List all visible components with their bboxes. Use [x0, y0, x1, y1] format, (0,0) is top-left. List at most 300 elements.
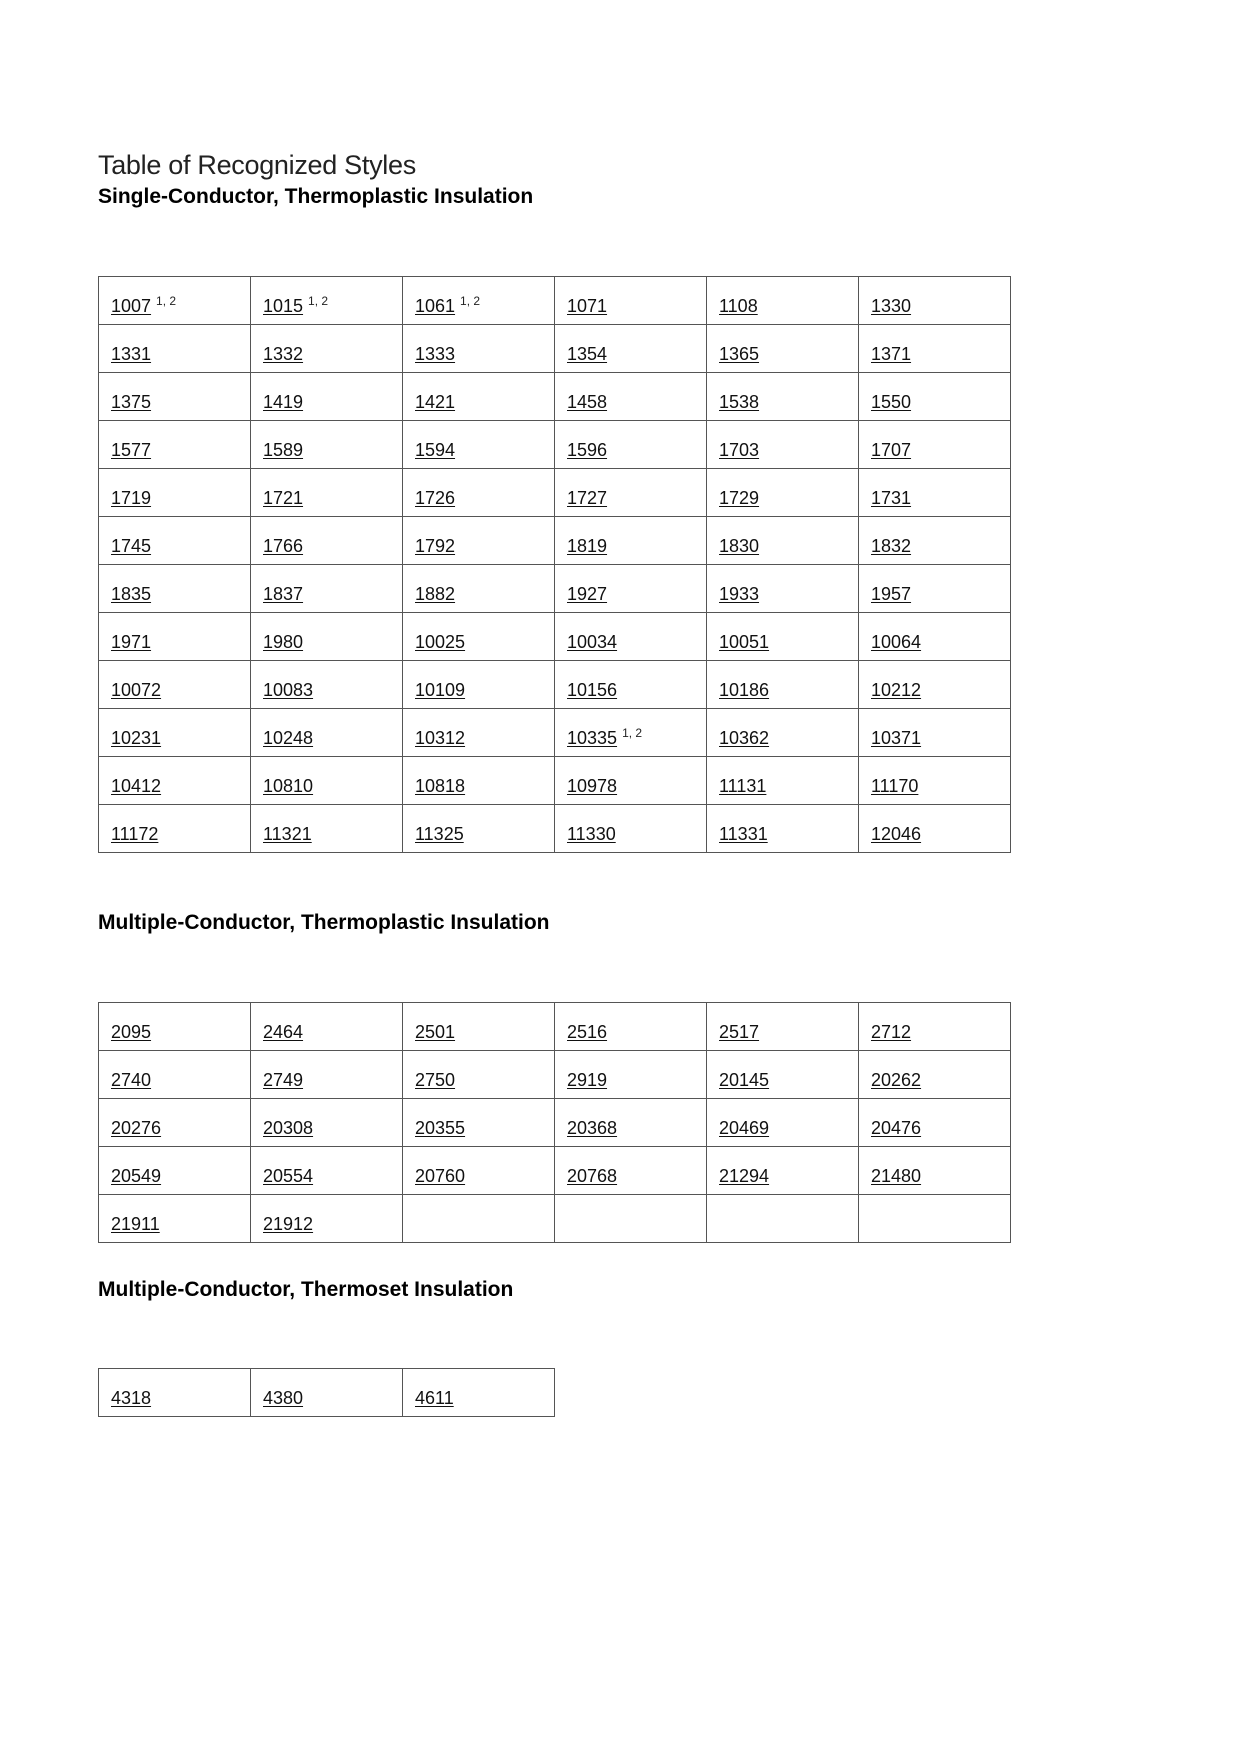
cell-content [111, 1388, 250, 1416]
table-cell [555, 1147, 707, 1195]
table-row [99, 805, 1011, 853]
style-link[interactable]: 20768 [567, 1166, 618, 1186]
style-link[interactable]: 1719 [111, 488, 152, 508]
cell-content [567, 296, 706, 324]
style-link[interactable]: 11170 [871, 776, 919, 796]
cell-content [263, 1022, 402, 1050]
style-link[interactable]: 10248 [263, 728, 314, 748]
table-cell [555, 709, 707, 757]
cell-content [111, 1214, 250, 1242]
cell-content [415, 1022, 554, 1050]
cell-content [871, 632, 1010, 660]
table-cell [707, 1147, 859, 1195]
table-cell [403, 661, 555, 709]
cell-content [111, 344, 250, 372]
table-cell [859, 805, 1011, 853]
style-link[interactable]: 2464 [263, 1022, 304, 1042]
style-link[interactable]: 11131 [719, 776, 767, 796]
cell-content [415, 680, 554, 708]
style-link[interactable]: 20760 [415, 1166, 466, 1186]
table-cell [251, 517, 403, 565]
style-link[interactable]: 1980 [263, 632, 304, 652]
style-link[interactable]: 10156 [567, 680, 618, 700]
cell-content [415, 440, 554, 468]
style-link[interactable]: 10412 [111, 776, 162, 796]
style-link[interactable]: 10818 [415, 776, 466, 796]
style-link[interactable]: 10335 [567, 728, 618, 748]
style-link[interactable]: 1933 [719, 584, 760, 604]
cell-content [871, 1166, 1010, 1194]
table-row [99, 709, 1011, 757]
style-link[interactable]: 10371 [871, 728, 922, 748]
cell-content [567, 824, 706, 852]
table-cell [403, 277, 555, 325]
style-link[interactable]: 1332 [263, 344, 304, 364]
style-link[interactable]: 20308 [263, 1118, 314, 1138]
cell-content [263, 294, 402, 324]
table-cell [859, 1099, 1011, 1147]
cell-content [567, 1166, 706, 1194]
cell-content [415, 584, 554, 612]
table-row [99, 1147, 1011, 1195]
cell-content [263, 1388, 402, 1416]
style-link[interactable]: 10312 [415, 728, 466, 748]
style-link[interactable]: 1721 [263, 488, 304, 508]
table-cell [99, 661, 251, 709]
cell-content [567, 344, 706, 372]
cell-content [263, 344, 402, 372]
style-link[interactable]: 1792 [415, 536, 456, 556]
cell-content [111, 488, 250, 516]
cell-content [415, 1166, 554, 1194]
cell-content [871, 392, 1010, 420]
style-link[interactable]: 1832 [871, 536, 912, 556]
table-cell [555, 805, 707, 853]
cell-content [415, 344, 554, 372]
style-link[interactable]: 1837 [263, 584, 304, 604]
cell-content [871, 776, 1010, 804]
table-cell [99, 613, 251, 661]
cell-content [871, 584, 1010, 612]
table-cell [403, 709, 555, 757]
cell-content [871, 296, 1010, 324]
style-link[interactable]: 10810 [263, 776, 314, 796]
table-cell [403, 805, 555, 853]
style-link[interactable]: 1330 [871, 296, 912, 316]
table-cell [251, 1195, 403, 1243]
table-row [99, 1051, 1011, 1099]
table-cell [859, 613, 1011, 661]
table-cell [403, 325, 555, 373]
table-cell [251, 1051, 403, 1099]
style-link[interactable]: 1882 [415, 584, 456, 604]
cell-content [719, 680, 858, 708]
cell-content [567, 1070, 706, 1098]
cell-content [871, 344, 1010, 372]
style-link[interactable]: 2749 [263, 1070, 304, 1090]
table-cell [707, 325, 859, 373]
cell-content [719, 536, 858, 564]
footnote-reference: 1, 2 [622, 726, 643, 740]
style-link[interactable]: 1458 [567, 392, 608, 412]
cell-content [263, 776, 402, 804]
style-link[interactable]: 21480 [871, 1166, 922, 1186]
cell-content [719, 776, 858, 804]
style-link[interactable]: 2712 [871, 1022, 912, 1042]
style-link[interactable]: 1727 [567, 488, 608, 508]
cell-content [263, 1166, 402, 1194]
table-cell [555, 325, 707, 373]
cell-content [111, 728, 250, 756]
style-link[interactable]: 10212 [871, 680, 922, 700]
table-cell [707, 421, 859, 469]
style-link[interactable]: 11172 [111, 824, 159, 844]
style-link[interactable]: 1731 [871, 488, 912, 508]
style-link[interactable]: 11325 [415, 824, 464, 844]
cell-content [111, 440, 250, 468]
style-link[interactable]: 20476 [871, 1118, 922, 1138]
table-cell [859, 421, 1011, 469]
cell-content [111, 824, 250, 852]
cell-content [415, 294, 554, 324]
section-heading-single-conductor-thermoplastic: Single-Conductor, Thermoplastic Insulation [98, 185, 534, 208]
table-cell [707, 277, 859, 325]
cell-content [719, 584, 858, 612]
cell-content [719, 1022, 858, 1050]
cell-content [719, 488, 858, 516]
table-cell [707, 709, 859, 757]
table-cell [555, 517, 707, 565]
style-link[interactable]: 10072 [111, 680, 162, 700]
table-row [99, 1099, 1011, 1147]
table-row [99, 613, 1011, 661]
table-cell [859, 757, 1011, 805]
style-link[interactable]: 11321 [263, 824, 312, 844]
style-link[interactable]: 1707 [871, 440, 912, 460]
table-cell [859, 1003, 1011, 1051]
cell-content [111, 584, 250, 612]
cell-content [871, 680, 1010, 708]
cell-content [263, 1070, 402, 1098]
table-cell [859, 469, 1011, 517]
table-cell [707, 1003, 859, 1051]
table-row [99, 757, 1011, 805]
cell-content [415, 1070, 554, 1098]
style-link[interactable]: 1577 [111, 440, 152, 460]
style-link[interactable]: 10034 [567, 632, 618, 652]
cell-content [567, 1022, 706, 1050]
table-cell [707, 469, 859, 517]
cell-content [111, 1118, 250, 1146]
footnote-reference: 1, 2 [308, 294, 329, 308]
table-cell [859, 709, 1011, 757]
style-link[interactable]: 1419 [263, 392, 304, 412]
style-link[interactable]: 12046 [871, 824, 922, 844]
style-link[interactable]: 2501 [415, 1022, 456, 1042]
cell-content [415, 1388, 554, 1416]
table-cell [99, 469, 251, 517]
style-link[interactable]: 1007 [111, 296, 152, 316]
cell-content [263, 728, 402, 756]
cell-content [719, 344, 858, 372]
style-link[interactable]: 1745 [111, 536, 152, 556]
table-cell [707, 1051, 859, 1099]
cell-content [415, 1118, 554, 1146]
cell-content [111, 294, 250, 324]
table-cell [99, 325, 251, 373]
style-link[interactable]: 1726 [415, 488, 456, 508]
table-cell [403, 1099, 555, 1147]
table-cell [555, 421, 707, 469]
cell-content [719, 728, 858, 756]
table-cell [859, 1051, 1011, 1099]
style-link[interactable]: 1594 [415, 440, 456, 460]
table-cell [707, 517, 859, 565]
cell-content [719, 440, 858, 468]
cell-content [567, 440, 706, 468]
table-cell [555, 277, 707, 325]
table-cell [99, 805, 251, 853]
style-link[interactable]: 10051 [719, 632, 770, 652]
table-cell [251, 469, 403, 517]
table-cell [403, 517, 555, 565]
style-link[interactable]: 10231 [111, 728, 162, 748]
style-link[interactable]: 1365 [719, 344, 760, 364]
table-cell [99, 1099, 251, 1147]
style-link[interactable]: 20549 [111, 1166, 162, 1186]
style-link[interactable]: 10978 [567, 776, 618, 796]
cell-content [871, 1022, 1010, 1050]
table-cell [251, 565, 403, 613]
table-cell [403, 613, 555, 661]
style-link[interactable]: 21912 [263, 1214, 314, 1234]
table-cell [859, 1147, 1011, 1195]
table-cell [555, 373, 707, 421]
cell-content [719, 1166, 858, 1194]
cell-content [111, 1166, 250, 1194]
style-link[interactable]: 2516 [567, 1022, 608, 1042]
style-link[interactable]: 10109 [415, 680, 466, 700]
table-cell [99, 517, 251, 565]
style-link[interactable]: 1819 [567, 536, 608, 556]
cell-content [871, 1118, 1010, 1146]
style-link[interactable]: 20368 [567, 1118, 618, 1138]
table-cell [251, 661, 403, 709]
table-cell [555, 661, 707, 709]
cell-content [871, 824, 1010, 852]
table-row [99, 325, 1011, 373]
style-link[interactable]: 2517 [719, 1022, 760, 1042]
table-cell [99, 709, 251, 757]
style-link[interactable]: 1331 [111, 344, 152, 364]
cell-content [111, 776, 250, 804]
style-link[interactable]: 1971 [111, 632, 152, 652]
style-link[interactable]: 10362 [719, 728, 770, 748]
cell-content [263, 536, 402, 564]
cell-content [263, 392, 402, 420]
cell-content [263, 440, 402, 468]
footnote-reference: 1, 2 [156, 294, 177, 308]
style-link[interactable]: 20262 [871, 1070, 922, 1090]
cell-content [719, 296, 858, 324]
cell-content [567, 680, 706, 708]
style-link[interactable]: 1421 [415, 392, 456, 412]
table-cell [251, 325, 403, 373]
style-link[interactable]: 10083 [263, 680, 314, 700]
table-cell [403, 373, 555, 421]
table-cell [251, 421, 403, 469]
cell-content [415, 392, 554, 420]
section-heading-multiple-conductor-thermoplastic: Multiple-Conductor, Thermoplastic Insulation [98, 911, 550, 934]
table-cell [707, 661, 859, 709]
style-link[interactable]: 11330 [567, 824, 616, 844]
style-link[interactable]: 1596 [567, 440, 608, 460]
table-cell [707, 1099, 859, 1147]
table-cell [555, 757, 707, 805]
table-cell [555, 565, 707, 613]
style-link[interactable]: 1108 [719, 296, 758, 316]
style-link[interactable]: 10064 [871, 632, 922, 652]
cell-content [567, 1118, 706, 1146]
cell-content [415, 824, 554, 852]
styles-table-multiple-conductor-thermoset [98, 1368, 555, 1417]
table-row [99, 1369, 555, 1417]
style-link[interactable]: 1830 [719, 536, 760, 556]
cell-content [263, 1214, 402, 1242]
cell-content [871, 728, 1010, 756]
cell-content [415, 632, 554, 660]
style-link[interactable]: 10025 [415, 632, 466, 652]
style-link[interactable]: 10186 [719, 680, 770, 700]
cell-content [719, 632, 858, 660]
style-link[interactable]: 1061 [415, 296, 456, 316]
style-link[interactable]: 1729 [719, 488, 760, 508]
table-cell [403, 1003, 555, 1051]
table-cell [251, 805, 403, 853]
style-link[interactable]: 21911 [111, 1214, 160, 1234]
style-link[interactable]: 2750 [415, 1070, 456, 1090]
table-cell [555, 1051, 707, 1099]
style-link[interactable]: 11331 [719, 824, 768, 844]
table-cell [859, 325, 1011, 373]
table-row [99, 661, 1011, 709]
cell-content [567, 776, 706, 804]
cell-content [719, 1070, 858, 1098]
table-cell [555, 1099, 707, 1147]
style-link[interactable]: 20355 [415, 1118, 466, 1138]
cell-content [567, 584, 706, 612]
style-link[interactable]: 20145 [719, 1070, 770, 1090]
table-cell [707, 805, 859, 853]
style-link[interactable]: 20469 [719, 1118, 770, 1138]
cell-content [111, 680, 250, 708]
table-cell [99, 1195, 251, 1243]
table-cell [859, 277, 1011, 325]
style-link[interactable]: 2095 [111, 1022, 152, 1042]
table-cell [403, 757, 555, 805]
empty-table-cell [707, 1195, 859, 1243]
style-link[interactable]: 1589 [263, 440, 304, 460]
style-link[interactable]: 20554 [263, 1166, 314, 1186]
cell-content [567, 488, 706, 516]
style-link[interactable]: 1354 [567, 344, 608, 364]
style-link[interactable]: 1375 [111, 392, 152, 412]
cell-content [719, 824, 858, 852]
cell-content [111, 392, 250, 420]
cell-content [719, 1118, 858, 1146]
cell-content [263, 824, 402, 852]
table-cell [707, 613, 859, 661]
style-link[interactable]: 1071 [567, 296, 608, 316]
table-cell [251, 757, 403, 805]
style-link[interactable]: 1538 [719, 392, 760, 412]
empty-table-cell [403, 1195, 555, 1243]
style-link[interactable]: 1371 [871, 344, 912, 364]
style-link[interactable]: 1835 [111, 584, 152, 604]
style-link[interactable]: 1703 [719, 440, 760, 460]
table-cell [99, 421, 251, 469]
style-link[interactable]: 1550 [871, 392, 912, 412]
table-cell [403, 565, 555, 613]
table-cell [859, 565, 1011, 613]
table-cell [859, 517, 1011, 565]
style-link[interactable]: 2740 [111, 1070, 152, 1090]
style-link[interactable]: 21294 [719, 1166, 770, 1186]
style-link[interactable]: 20276 [111, 1118, 162, 1138]
table-cell [251, 709, 403, 757]
style-link[interactable]: 1015 [263, 296, 304, 316]
table-row [99, 1003, 1011, 1051]
style-link[interactable]: 1957 [871, 584, 912, 604]
table-cell [403, 1369, 555, 1417]
table-row [99, 421, 1011, 469]
table-cell [99, 277, 251, 325]
cell-content [871, 440, 1010, 468]
empty-table-cell [859, 1195, 1011, 1243]
cell-content [719, 392, 858, 420]
table-cell [99, 1003, 251, 1051]
table-row [99, 565, 1011, 613]
table-cell [403, 421, 555, 469]
table-cell [403, 1051, 555, 1099]
cell-content [111, 1022, 250, 1050]
cell-content [263, 1118, 402, 1146]
cell-content [871, 488, 1010, 516]
styles-table-single-conductor-thermoplastic [98, 276, 1011, 853]
cell-content [111, 536, 250, 564]
table-cell [99, 565, 251, 613]
style-link[interactable]: 4318 [111, 1388, 152, 1408]
table-cell [99, 1051, 251, 1099]
page-title: Table of Recognized Styles [98, 150, 416, 180]
style-link[interactable]: 4380 [263, 1388, 304, 1408]
table-cell [251, 1099, 403, 1147]
style-link[interactable]: 2919 [567, 1070, 608, 1090]
cell-content [871, 1070, 1010, 1098]
table-cell [251, 613, 403, 661]
table-cell [251, 1003, 403, 1051]
cell-content [567, 392, 706, 420]
table-cell [251, 373, 403, 421]
style-link[interactable]: 1927 [567, 584, 608, 604]
cell-content [263, 584, 402, 612]
style-link[interactable]: 1333 [415, 344, 456, 364]
style-link[interactable]: 1766 [263, 536, 304, 556]
cell-content [263, 680, 402, 708]
cell-content [415, 536, 554, 564]
table-cell [99, 1369, 251, 1417]
style-link[interactable]: 4611 [415, 1388, 454, 1408]
